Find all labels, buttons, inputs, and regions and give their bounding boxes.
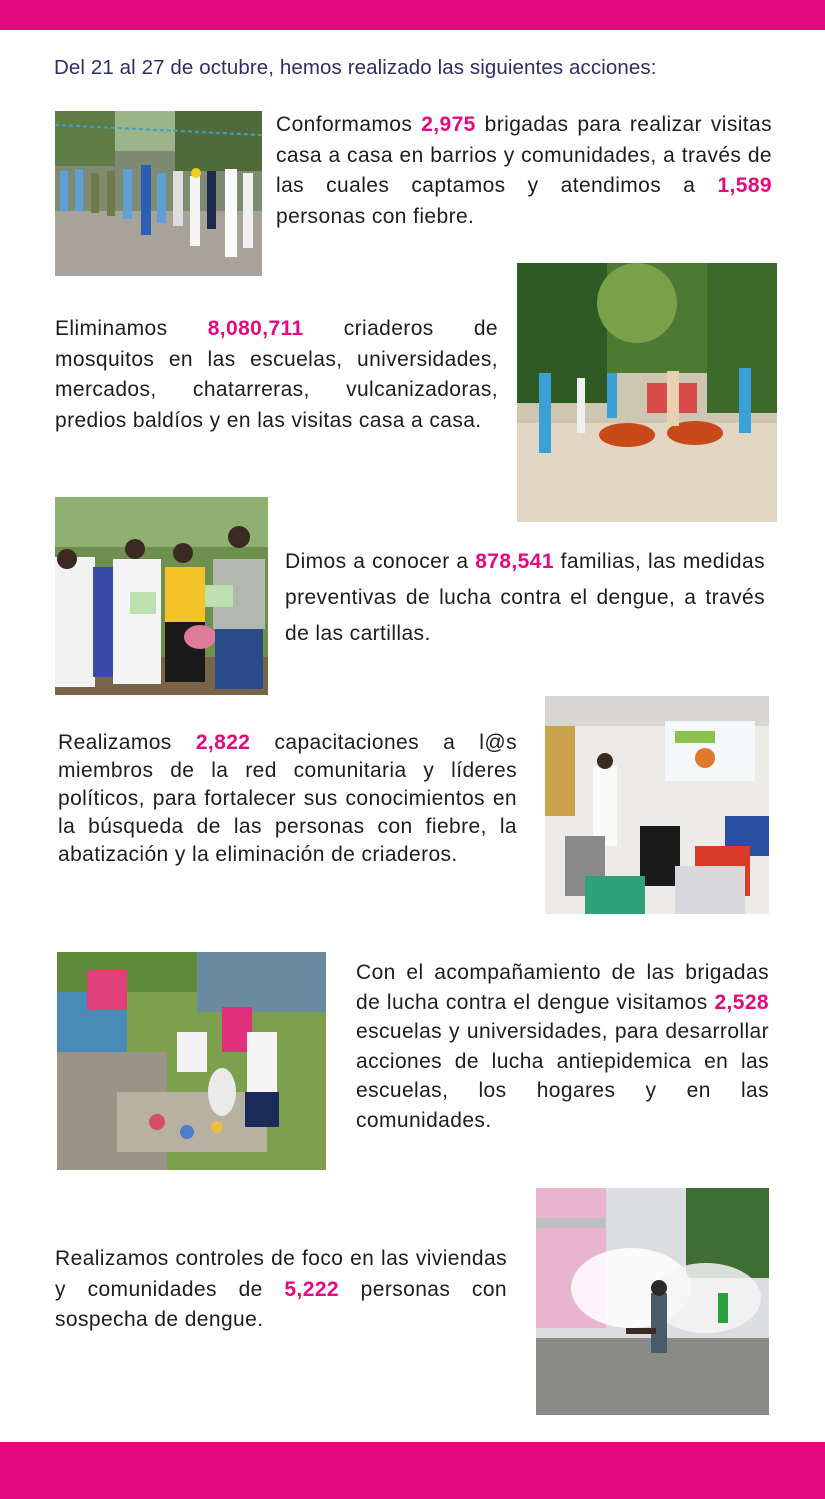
families-booklets-photo [55,497,268,695]
school-cleanup-photo [57,952,326,1170]
top-accent-band [0,0,825,30]
brigade-formation-photo [55,111,262,276]
fever-people-count: 1,589 [717,174,772,197]
trainings-count: 2,822 [195,731,251,754]
section-1-text-end: personas con fiebre. [276,204,475,228]
section-4-text-start: Realizamos [58,731,196,754]
breeding-sites-count: 8,080,711 [207,317,304,340]
schools-count: 2,528 [714,990,769,1014]
section-1-text-middle: brigadas para realizar visitas casa a casa en barrios y comunidades, a través de las cuales captamos y atendimos a [276,113,773,197]
section-3-text [285,544,765,652]
bottom-accent-band [0,1442,825,1499]
section-5-text [356,958,769,1135]
section-3-text-start: Dimos a conocer a [285,550,476,573]
training-session-photo [545,696,769,914]
section-2-text [55,314,498,436]
fumigation-photo [536,1188,769,1415]
families-count: 878,541 [475,550,554,573]
section-1-text-start: Conformamos [276,113,422,136]
section-5-text-start: Con el acompañamiento de las brigadas de lucha contra el dengue visitamos [356,961,769,1014]
breeding-site-cleanup-photo [517,263,777,522]
section-2-text-end: criaderos de mosquitos en las escuelas, universidades, mercados, chatarreras, vulcanizadoras, predios baldíos y en las visitas casa a casa. [55,317,498,432]
section-2-text-start: Eliminamos [55,317,208,340]
section-4-text [58,729,517,869]
section-1-text [276,110,772,232]
section-6-text [55,1244,507,1336]
section-6-text-start: Realizamos controles de foco en las viviendas y comunidades de [55,1247,507,1301]
intro-heading: Del 21 al 27 de octubre, hemos realizado las siguientes acciones: [54,56,657,79]
brigades-count: 2,975 [421,113,476,136]
section-6-text-end: personas con sospecha de dengue. [55,1277,507,1331]
section-5-text-end: escuelas y universidades, para desarrollar acciones de lucha antiepidemica en las escuelas, los hogares y en las comunidades. [356,1020,769,1132]
section-3-text-end: familias, las medidas preventivas de lucha contra el dengue, a través de las cartillas. [285,550,765,645]
suspected-cases-count: 5,222 [284,1277,339,1301]
section-4-text-end: capacitaciones a l@s miembros de la red comunitaria y líderes políticos, para fortalecer sus conocimientos en la búsqueda de las personas con fiebre, la abatización y la eliminación de criaderos. [58,731,517,866]
